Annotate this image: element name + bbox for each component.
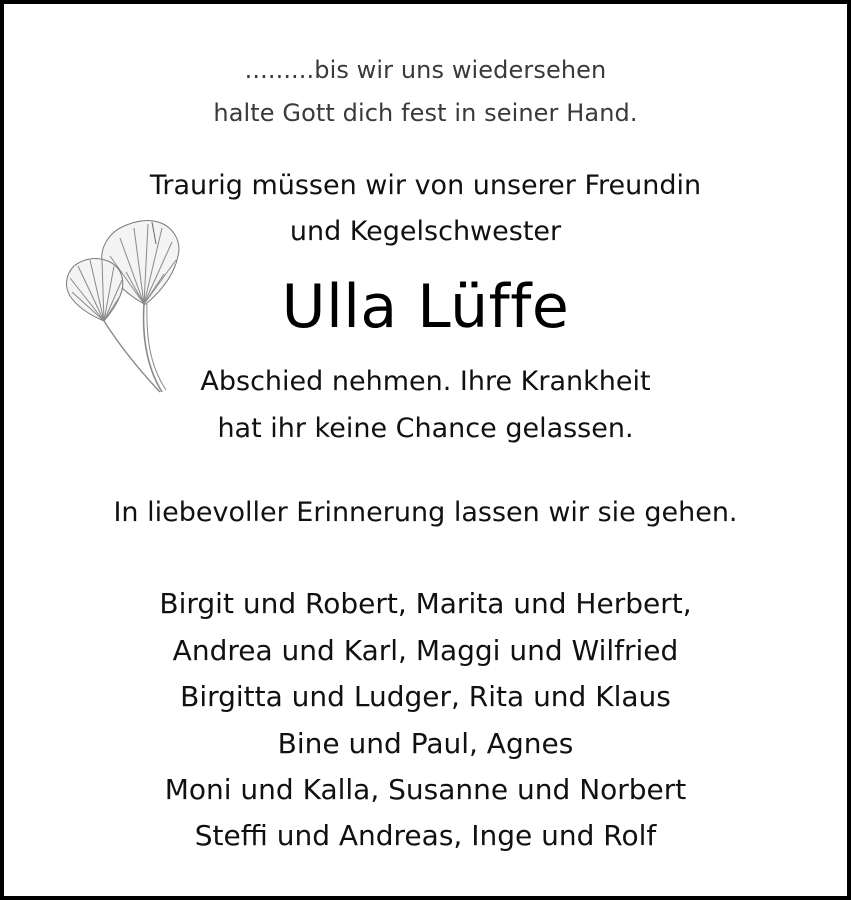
- intro-line-1: Traurig müssen wir von unserer Freundin: [149, 170, 702, 201]
- mourner-line: Birgit und Robert, Marita und Herbert,: [159, 587, 692, 620]
- mourner-line: Bine und Paul, Agnes: [277, 727, 574, 760]
- intro-line-2: und Kegelschwester: [289, 216, 562, 247]
- quote-line-1: .........bis wir uns wiedersehen: [244, 56, 607, 84]
- mourner-line: Steffi und Andreas, Inge und Rolf: [194, 819, 657, 852]
- mourner-line: Birgitta und Ludger, Rita und Klaus: [180, 680, 671, 713]
- mourner-line: Andrea und Karl, Maggi und Wilfried: [172, 634, 679, 667]
- remembrance-line: In liebevoller Erinnerung lassen wir sie gehen.: [113, 497, 738, 528]
- deceased-name: Ulla Lüffe: [281, 272, 570, 342]
- farewell-line-2: hat ihr keine Chance gelassen.: [217, 413, 634, 444]
- farewell-line-1: Abschied nehmen. Ihre Krankheit: [200, 366, 651, 397]
- mourner-line: Moni und Kalla, Susanne und Norbert: [164, 773, 687, 806]
- quote-line-2: halte Gott dich fest in seiner Hand.: [213, 99, 638, 127]
